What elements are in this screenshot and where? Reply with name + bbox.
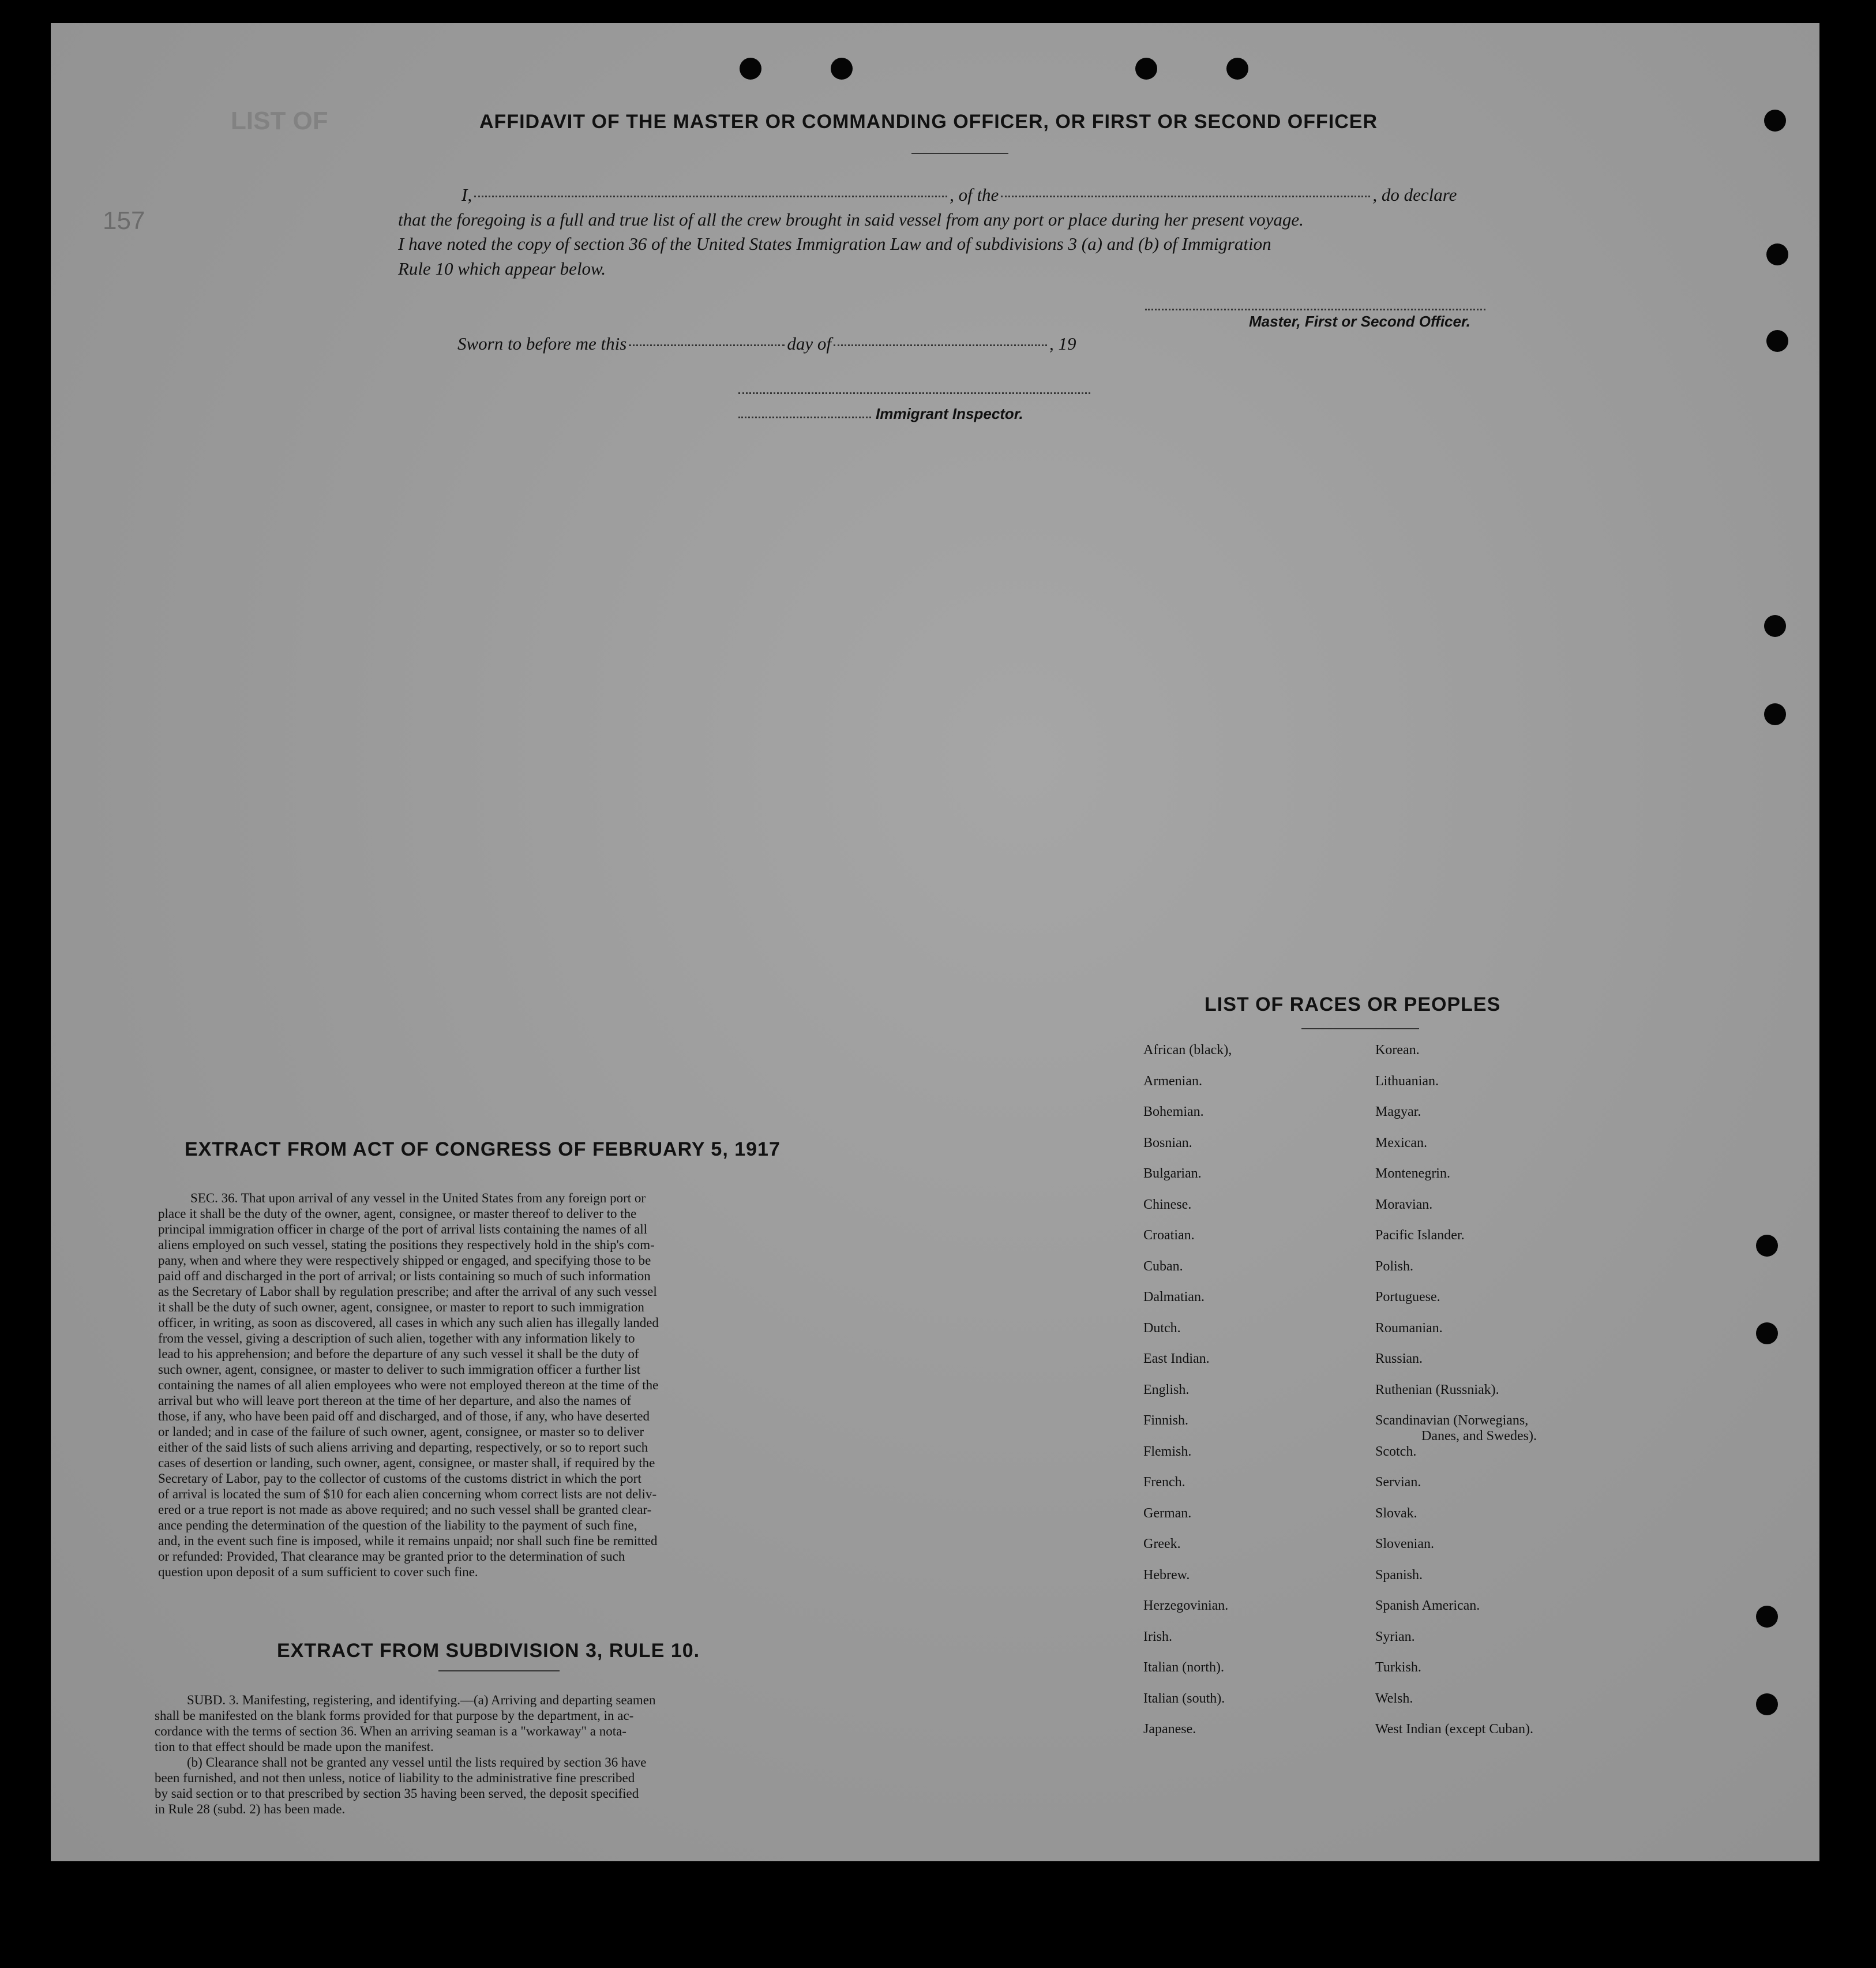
rule-extract-body xyxy=(155,1692,827,1817)
affidavit-line-3: I have noted the copy of section 36 of the United States Immigration Law and of subdivisions 3 (a) and (b) of Immigration xyxy=(398,234,1271,254)
race-item: Cuban. xyxy=(1143,1258,1183,1274)
text-line: question upon deposit of a sum sufficient to cover such fine. xyxy=(158,1565,478,1579)
vessel-blank xyxy=(1001,196,1370,197)
race-item: Greek. xyxy=(1143,1536,1181,1551)
race-item: German. xyxy=(1143,1505,1192,1521)
rule-extract-title: EXTRACT FROM SUBDIVISION 3, RULE 10. xyxy=(277,1640,700,1662)
text-line: paid off and discharged in the port of arrival; or lists containing so much of such information xyxy=(158,1269,651,1283)
punch-hole xyxy=(740,58,761,80)
text-line: Secretary of Labor, pay to the collector of customs of the customs district in which the port xyxy=(158,1471,641,1486)
punch-hole xyxy=(1766,330,1788,352)
affidavit-line-4: Rule 10 which appear below. xyxy=(398,258,606,279)
race-item: English. xyxy=(1143,1382,1190,1397)
race-item: Bosnian. xyxy=(1143,1135,1192,1150)
text-line: aliens employed on such vessel, stating the positions they respectively hold in the ship's com- xyxy=(158,1238,655,1252)
text-line: principal immigration officer in charge of the port of arrival lists containing the names of all xyxy=(158,1222,647,1236)
race-item: Servian. xyxy=(1375,1475,1421,1490)
text-line: by said section or to that prescribed by section 35 having been served, the deposit specified xyxy=(155,1786,639,1801)
race-item: Turkish. xyxy=(1375,1660,1421,1675)
document-page xyxy=(51,23,1819,1861)
race-item: Hebrew. xyxy=(1143,1567,1190,1583)
race-item: Japanese. xyxy=(1143,1722,1196,1737)
race-item: Montenegrin. xyxy=(1375,1166,1450,1181)
text-line: cases of desertion or landing, such owner, agent, consignee, or master shall, if required by the xyxy=(158,1456,655,1470)
text-line: or refunded: Provided, That clearance may be granted prior to the determination of such xyxy=(158,1549,625,1564)
punch-hole xyxy=(1766,243,1788,265)
text-line: arrival but who will leave port thereon at the time of her departure, and also the names of xyxy=(158,1393,632,1408)
text-line: from the vessel, giving a description of such alien, together with any information likely to xyxy=(158,1331,635,1345)
races-title-underline xyxy=(1301,1028,1419,1029)
affidavit-of-the: , of the xyxy=(950,185,999,205)
affidavit-i: I, xyxy=(462,185,472,205)
race-item: Pacific Islander. xyxy=(1375,1228,1465,1243)
race-item: Spanish. xyxy=(1375,1567,1423,1583)
punch-hole xyxy=(1756,1322,1778,1344)
day-blank xyxy=(629,344,785,346)
affidavit-line-1 xyxy=(398,182,1503,207)
act-extract-body xyxy=(158,1190,827,1580)
race-item: Herzegovinian. xyxy=(1143,1598,1229,1613)
race-item: Korean. xyxy=(1375,1043,1420,1058)
race-item: Armenian. xyxy=(1143,1073,1202,1089)
race-item: Spanish American. xyxy=(1375,1598,1480,1613)
sworn-prefix: Sworn to before me this xyxy=(457,333,627,354)
affidavit-title: AFFIDAVIT OF THE MASTER OR COMMANDING OFFICER, OR FIRST OR SECOND OFFICER xyxy=(479,111,1378,133)
race-item: East Indian. xyxy=(1143,1351,1210,1366)
punch-hole xyxy=(1756,1235,1778,1257)
race-item: Russian. xyxy=(1375,1351,1423,1366)
rule-title-underline xyxy=(438,1670,560,1671)
punch-hole xyxy=(831,58,853,80)
race-item: Scandinavian (Norwegians, xyxy=(1375,1413,1529,1428)
race-item: Welsh. xyxy=(1375,1690,1413,1706)
inspector-signature-line-2 xyxy=(738,417,871,418)
race-item: Flemish. xyxy=(1143,1444,1192,1459)
text-line: either of the said lists of such aliens arriving and departing, respectively, or so to report such xyxy=(158,1440,648,1455)
race-item: Portuguese. xyxy=(1375,1289,1440,1304)
race-item: Irish. xyxy=(1143,1629,1172,1644)
affidavit-do-declare: , do declare xyxy=(1372,185,1457,205)
master-signature-line xyxy=(1145,309,1485,310)
act-extract-title: EXTRACT FROM ACT OF CONGRESS OF FEBRUARY 5, 1917 xyxy=(185,1138,781,1160)
race-item: African (black), xyxy=(1143,1043,1232,1058)
punch-hole xyxy=(1226,58,1248,80)
text-line: in Rule 28 (subd. 2) has been made. xyxy=(155,1802,346,1816)
inspector-signature-line xyxy=(738,392,1090,394)
text-line: as the Secretary of Labor shall by regulation prescribe; and after the arrival of any such vessel xyxy=(158,1284,657,1299)
punch-hole xyxy=(1764,615,1786,637)
inspector-label: Immigrant Inspector. xyxy=(876,405,1023,422)
text-line: tion to that effect should be made upon the manifest. xyxy=(155,1740,434,1754)
punch-hole xyxy=(1135,58,1157,80)
name-blank xyxy=(474,196,947,197)
race-item: Bulgarian. xyxy=(1143,1166,1202,1181)
text-line: lead to his apprehension; and before the departure of any such vessel it shall be the duty of xyxy=(158,1347,639,1361)
race-item: French. xyxy=(1143,1475,1185,1490)
text-line: ance pending the determination of the question of the liability to the payment of such fine, xyxy=(158,1518,637,1532)
races-title: LIST OF RACES OR PEOPLES xyxy=(1205,994,1501,1015)
race-item: Danes, and Swedes). xyxy=(1421,1429,1537,1444)
text-line: it shall be the duty of such owner, agent, consignee, or master to report to such immigration xyxy=(158,1300,644,1314)
text-line: or landed; and in case of the failure of such owner, agent, consignee, or master so to deliver xyxy=(158,1425,644,1439)
sworn-day-of: day of xyxy=(787,333,831,354)
sworn-line xyxy=(457,333,1076,354)
race-item: West Indian (except Cuban). xyxy=(1375,1722,1533,1737)
text-line: (b) Clearance shall not be granted any vessel until the lists required by section 36 have xyxy=(187,1755,647,1770)
race-item: Slovenian. xyxy=(1375,1536,1434,1551)
sworn-year: , 19 xyxy=(1049,333,1076,354)
punch-hole xyxy=(1764,110,1786,132)
race-item: Syrian. xyxy=(1375,1629,1415,1644)
race-item: Scotch. xyxy=(1375,1444,1417,1459)
text-line: those, if any, who have been paid off and discharged, and of those, if any, who have deserted xyxy=(158,1409,650,1423)
punch-hole xyxy=(1764,703,1786,725)
race-item: Polish. xyxy=(1375,1258,1414,1274)
punch-hole xyxy=(1756,1606,1778,1628)
race-item: Slovak. xyxy=(1375,1505,1417,1521)
text-line: such owner, agent, consignee, or master to deliver to such immigration officer a further list xyxy=(158,1362,640,1377)
bleed-through-text: LIST OF xyxy=(231,107,328,135)
text-line: ered or a true report is not made as above required; and no such vessel shall be granted clear- xyxy=(158,1502,652,1517)
text-line: of arrival is located the sum of $10 for each alien concerning whom correct lists are not deliv- xyxy=(158,1487,657,1501)
race-item: Mexican. xyxy=(1375,1135,1427,1150)
margin-number: 157 xyxy=(103,207,145,235)
text-line: SUBD. 3. Manifesting, registering, and identifying.—(a) Arriving and departing seamen xyxy=(187,1693,656,1707)
text-line: cordance with the terms of section 36. When an arriving seaman is a "workaway" a nota- xyxy=(155,1724,626,1738)
race-item: Moravian. xyxy=(1375,1197,1433,1212)
text-line: officer, in writing, as soon as discovered, all cases in which any such alien has illegally landed xyxy=(158,1315,659,1330)
text-line: containing the names of all alien employees who were not employed thereon at the time of the xyxy=(158,1378,659,1392)
race-item: Bohemian. xyxy=(1143,1104,1204,1119)
text-line: SEC. 36. That upon arrival of any vessel in the United States from any foreign port or xyxy=(190,1191,646,1205)
affidavit-line-2: that the foregoing is a full and true list of all the crew brought in said vessel from any port or place during her present voyage. xyxy=(398,209,1304,230)
race-item: Chinese. xyxy=(1143,1197,1192,1212)
race-item: Roumanian. xyxy=(1375,1320,1443,1336)
month-blank xyxy=(834,344,1047,346)
title-underline xyxy=(911,153,1008,154)
text-line: shall be manifested on the blank forms provided for that purpose by the department, in ac- xyxy=(155,1708,634,1723)
race-item: Italian (south). xyxy=(1143,1690,1225,1706)
text-line: and, in the event such fine is imposed, while it remains unpaid; nor shall such fine be remitted xyxy=(158,1534,658,1548)
race-item: Dalmatian. xyxy=(1143,1289,1205,1304)
punch-hole xyxy=(1756,1693,1778,1715)
race-item: Croatian. xyxy=(1143,1228,1195,1243)
text-line: pany, when and where they were respectively shipped or engaged, and specifying those to be xyxy=(158,1253,651,1268)
master-signature-label: Master, First or Second Officer. xyxy=(1249,313,1470,330)
text-line: been furnished, and not then unless, notice of liability to the administrative fine prescribed xyxy=(155,1771,635,1785)
race-item: Finnish. xyxy=(1143,1413,1189,1428)
race-item: Italian (north). xyxy=(1143,1660,1224,1675)
race-item: Lithuanian. xyxy=(1375,1073,1439,1089)
race-item: Ruthenian (Russniak). xyxy=(1375,1382,1499,1397)
race-item: Magyar. xyxy=(1375,1104,1421,1119)
race-item: Dutch. xyxy=(1143,1320,1181,1336)
text-line: place it shall be the duty of the owner, agent, consignee, or master thereof to deliver to the xyxy=(158,1206,637,1221)
